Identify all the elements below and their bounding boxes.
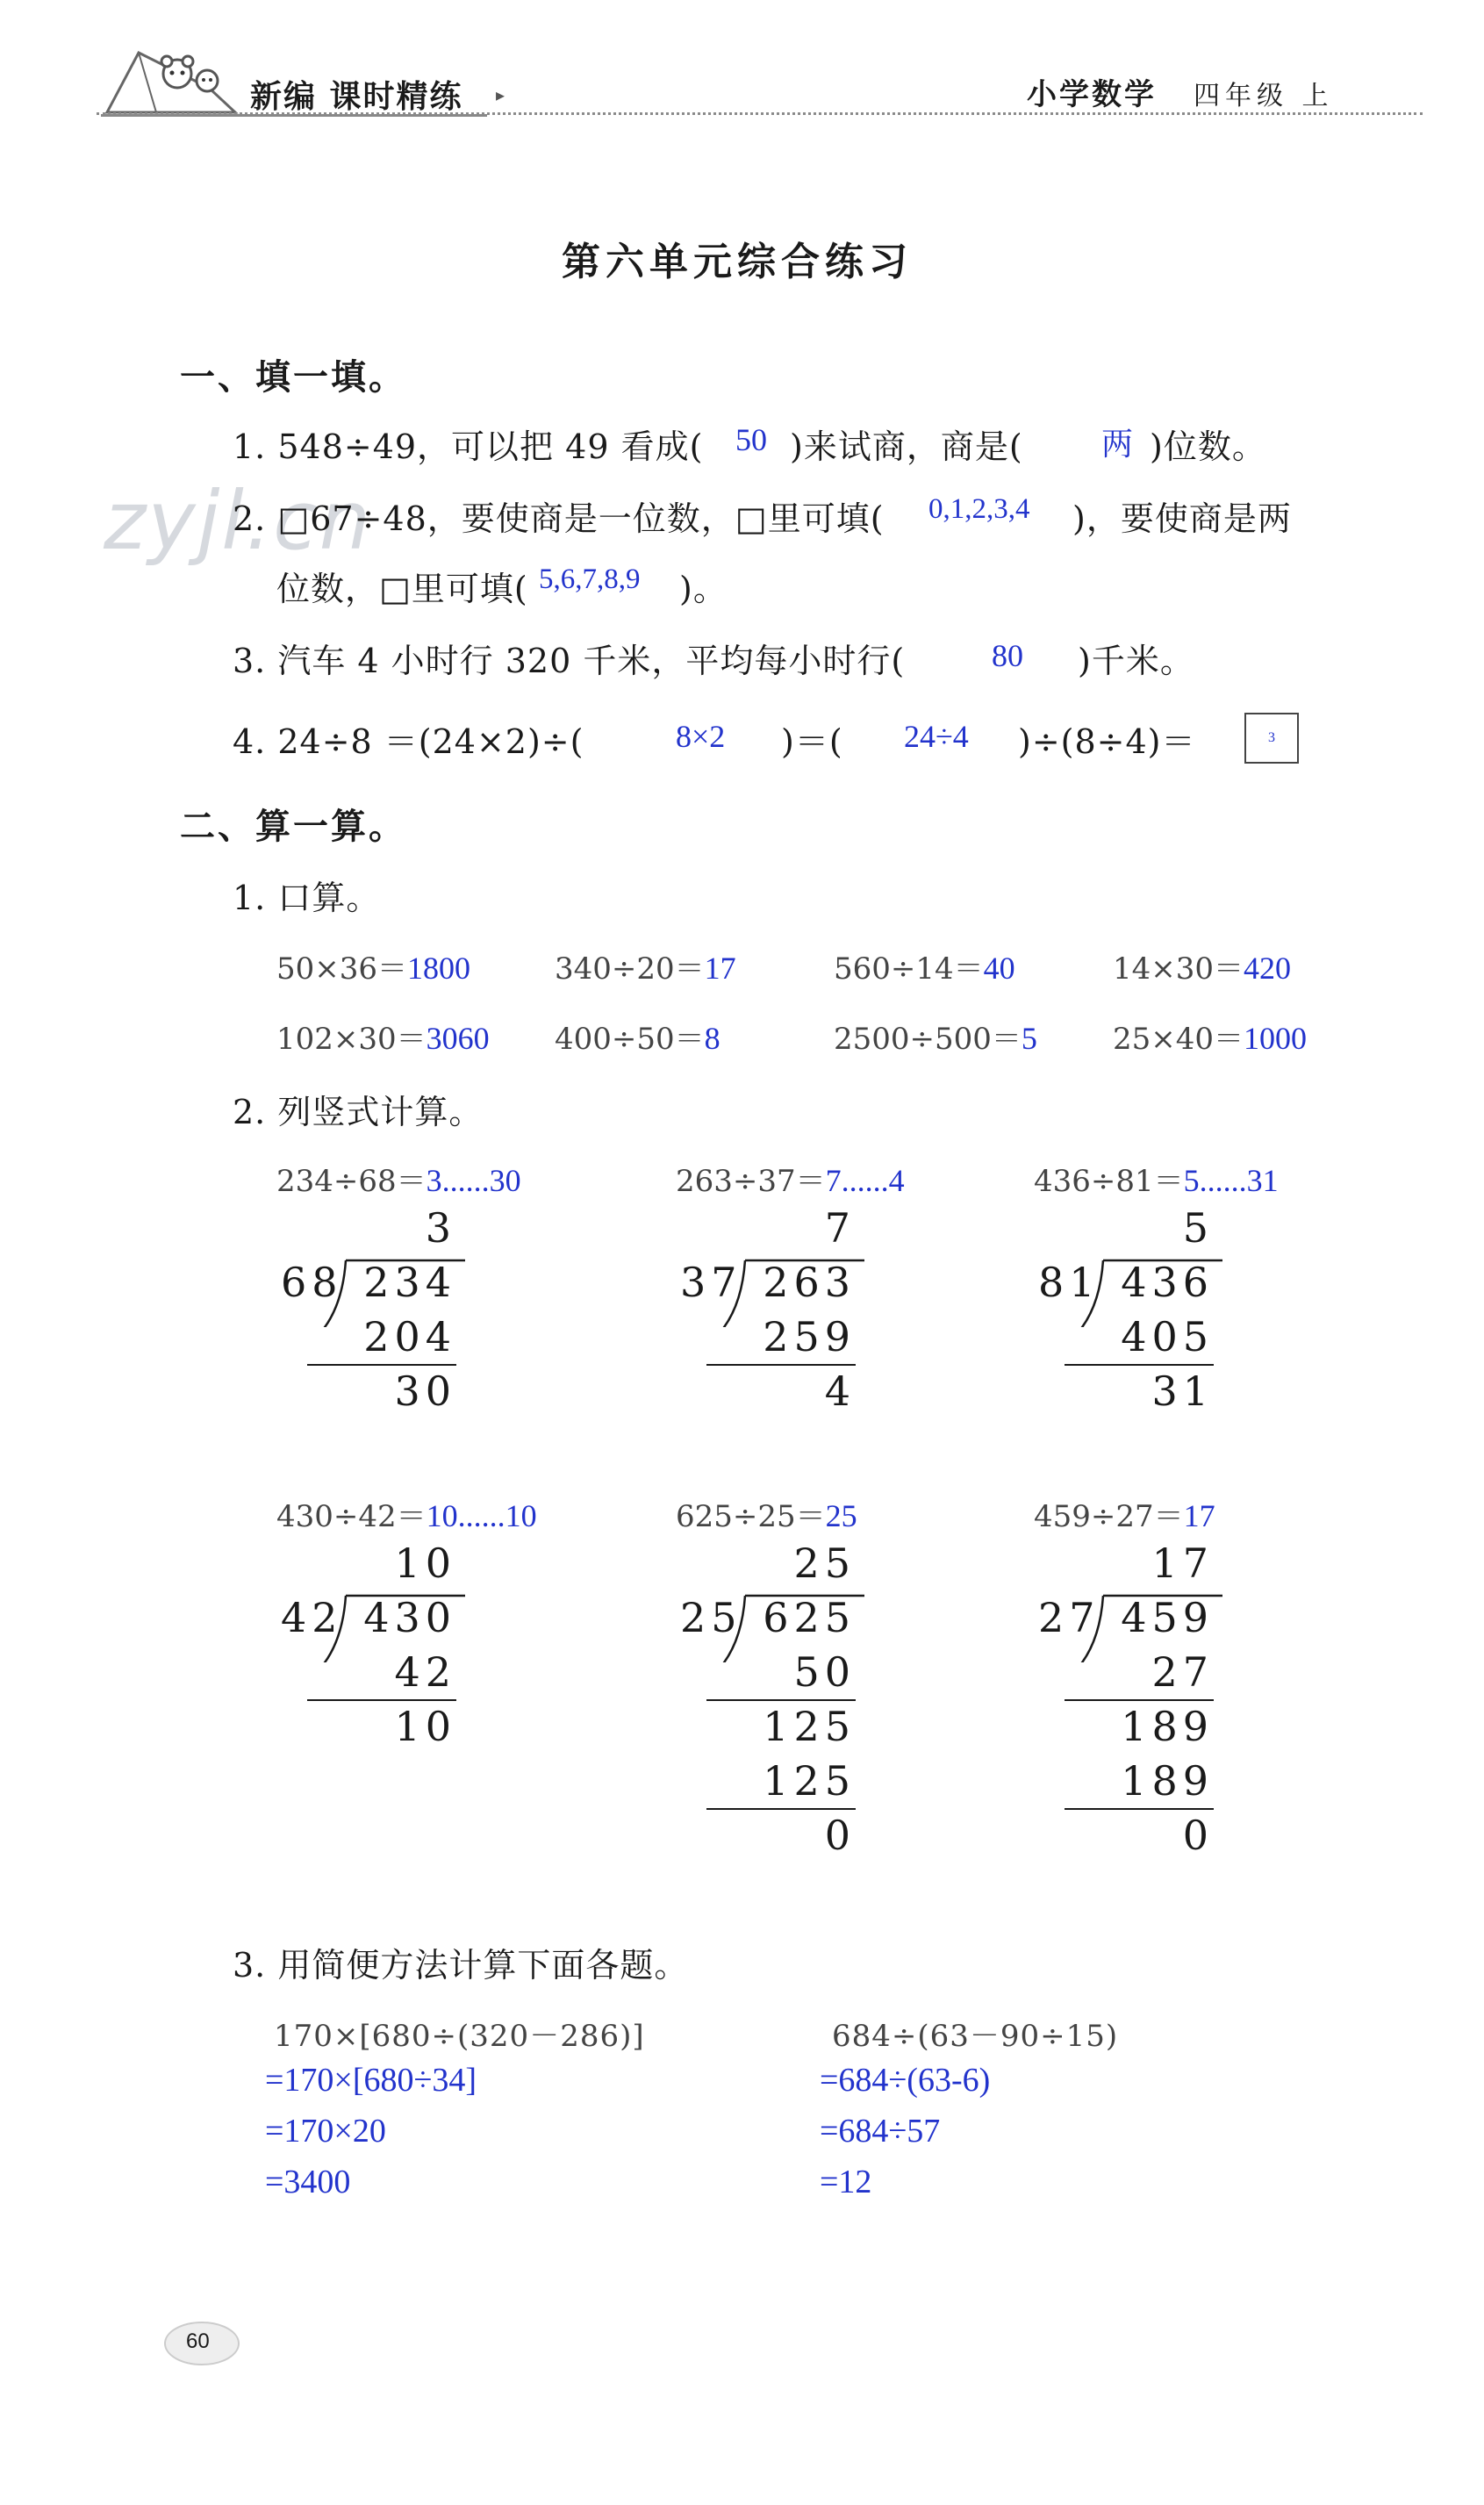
dividend: 430: [363, 1594, 456, 1641]
divisor: 37: [680, 1259, 742, 1306]
watermark: zyjl.cn: [104, 474, 372, 568]
vertical-question: 234÷68＝3......30: [276, 1163, 521, 1199]
dividend: 625: [763, 1594, 856, 1641]
simplify-subtitle: 3. 用简便方法计算下面各题。: [233, 1946, 689, 1985]
division-bracket-icon: [689, 1540, 917, 1662]
q4-answer1: 8×2: [676, 719, 726, 754]
remainder: 189: [1121, 1703, 1214, 1750]
quotient: 17: [1151, 1540, 1214, 1587]
quotient: 5: [1182, 1204, 1214, 1252]
product: 125: [763, 1757, 856, 1805]
product: 259: [763, 1313, 856, 1360]
simplify-step: =3400: [265, 2164, 351, 2200]
q4-answer2: 24÷4: [904, 719, 969, 754]
subtraction-rule: [706, 1364, 856, 1366]
division-bracket-icon: [689, 1204, 917, 1327]
dividend: 234: [363, 1259, 456, 1306]
header-divider: [97, 112, 1423, 115]
remainder: 0: [1182, 1812, 1214, 1859]
header-arrow-icon: ▸: [496, 84, 505, 105]
simplify-step: =170×20: [265, 2113, 386, 2150]
q1-part2: )来试商，商是(: [790, 427, 1023, 466]
q4-answer3-box: 3: [1244, 713, 1299, 764]
book-mascot-icon: [104, 44, 244, 116]
q4-part1: 4. 24÷8 ＝(24×2)÷(: [233, 722, 584, 761]
quotient: 7: [824, 1204, 856, 1252]
vertical-question: 436÷81＝5......31: [1034, 1163, 1279, 1199]
subtraction-rule: [1065, 1699, 1214, 1701]
vertical-question: 430÷42＝10......10: [276, 1498, 537, 1534]
subtraction-rule: [706, 1699, 856, 1701]
remainder: 125: [763, 1703, 856, 1750]
product: 204: [363, 1313, 456, 1360]
dividend: 436: [1121, 1259, 1214, 1306]
q1-part3: )位数。: [1150, 427, 1266, 466]
oral-subtitle: 1. 口算。: [233, 879, 381, 917]
subtraction-rule: [1065, 1808, 1214, 1810]
simplify-step: =684÷57: [820, 2113, 941, 2150]
vertical-question: 459÷27＝17: [1034, 1498, 1215, 1534]
vertical-subtitle: 2. 列竖式计算。: [233, 1093, 484, 1131]
page-number: 60: [186, 2329, 210, 2353]
oral-item: 25×40＝1000: [1113, 1021, 1308, 1057]
q3-part2: )千米。: [1078, 642, 1194, 680]
dividend: 459: [1121, 1594, 1214, 1641]
product: 405: [1121, 1313, 1214, 1360]
q2-part3: 位数，□里可填(: [276, 570, 528, 608]
oral-item: 400÷50＝8: [555, 1021, 720, 1057]
q3-answer1: 80: [992, 638, 1023, 673]
product: 42: [394, 1648, 456, 1696]
header-subject: 小学数学: [1027, 77, 1157, 112]
divisor: 27: [1038, 1594, 1100, 1641]
division-bracket-icon: [1047, 1540, 1275, 1662]
division-bracket-icon: [290, 1204, 518, 1327]
q2-part1: 2. □67÷48，要使商是一位数，□里可填(: [233, 499, 885, 538]
quotient: 10: [394, 1540, 456, 1587]
subtraction-rule: [307, 1364, 456, 1366]
divisor: 25: [680, 1594, 742, 1641]
oral-item: 14×30＝420: [1113, 951, 1292, 987]
section2-title: 二、算一算。: [180, 806, 406, 847]
q2-part2: )，要使商是两: [1072, 499, 1292, 538]
page-title: 第六单元综合练习: [562, 240, 913, 284]
product: 50: [793, 1648, 856, 1696]
subtraction-rule: [706, 1808, 856, 1810]
remainder: 0: [824, 1812, 856, 1859]
subtraction-rule: [1065, 1364, 1214, 1366]
oral-item: 102×30＝3060: [276, 1021, 490, 1057]
oral-item: 560÷14＝40: [834, 951, 1015, 987]
header-left-title: 新编 课时精练: [250, 78, 463, 115]
divisor: 81: [1038, 1259, 1100, 1306]
simplify-step: =684÷(63-6): [820, 2062, 991, 2099]
product: 27: [1151, 1648, 1214, 1696]
vertical-question: 625÷25＝25: [676, 1498, 857, 1534]
oral-item: 340÷20＝17: [555, 951, 736, 987]
vertical-question: 263÷37＝7......4: [676, 1163, 905, 1199]
q1-part1: 1. 548÷49，可以把 49 看成(: [233, 427, 704, 466]
header-grade: 四年级 上: [1194, 81, 1334, 111]
product: 189: [1121, 1757, 1214, 1805]
q2-answer1: 0,1,2,3,4: [928, 493, 1030, 525]
division-bracket-icon: [1047, 1204, 1275, 1327]
simplify-question-2: 684÷(63－90÷15): [832, 2019, 1119, 2054]
divisor: 42: [281, 1594, 343, 1641]
simplify-step: =12: [820, 2164, 872, 2200]
division-bracket-icon: [290, 1540, 518, 1662]
quotient: 3: [425, 1204, 456, 1252]
remainder: 31: [1151, 1367, 1214, 1415]
remainder: 10: [394, 1703, 456, 1750]
simplify-step: =170×[680÷34]: [265, 2062, 477, 2099]
dividend: 263: [763, 1259, 856, 1306]
oral-item: 50×36＝1800: [276, 951, 471, 987]
simplify-question-1: 170×[680÷(320－286)]: [274, 2019, 645, 2054]
q1-answer2: 两: [1101, 427, 1134, 462]
oral-item: 2500÷500＝5: [834, 1021, 1037, 1057]
q1-answer1: 50: [735, 422, 767, 457]
section1-title: 一、填一填。: [180, 356, 406, 398]
quotient: 25: [793, 1540, 856, 1587]
remainder: 4: [824, 1367, 856, 1415]
q2-answer2: 5,6,7,8,9: [539, 563, 641, 595]
divisor: 68: [281, 1259, 343, 1306]
remainder: 30: [394, 1367, 456, 1415]
q3-part1: 3. 汽车 4 小时行 320 千米，平均每小时行(: [233, 642, 906, 680]
q2-part4: )。: [679, 570, 728, 608]
q4-part3: )÷(8÷4)＝: [1018, 722, 1196, 761]
q4-part2: )＝(: [781, 722, 843, 761]
subtraction-rule: [307, 1699, 456, 1701]
